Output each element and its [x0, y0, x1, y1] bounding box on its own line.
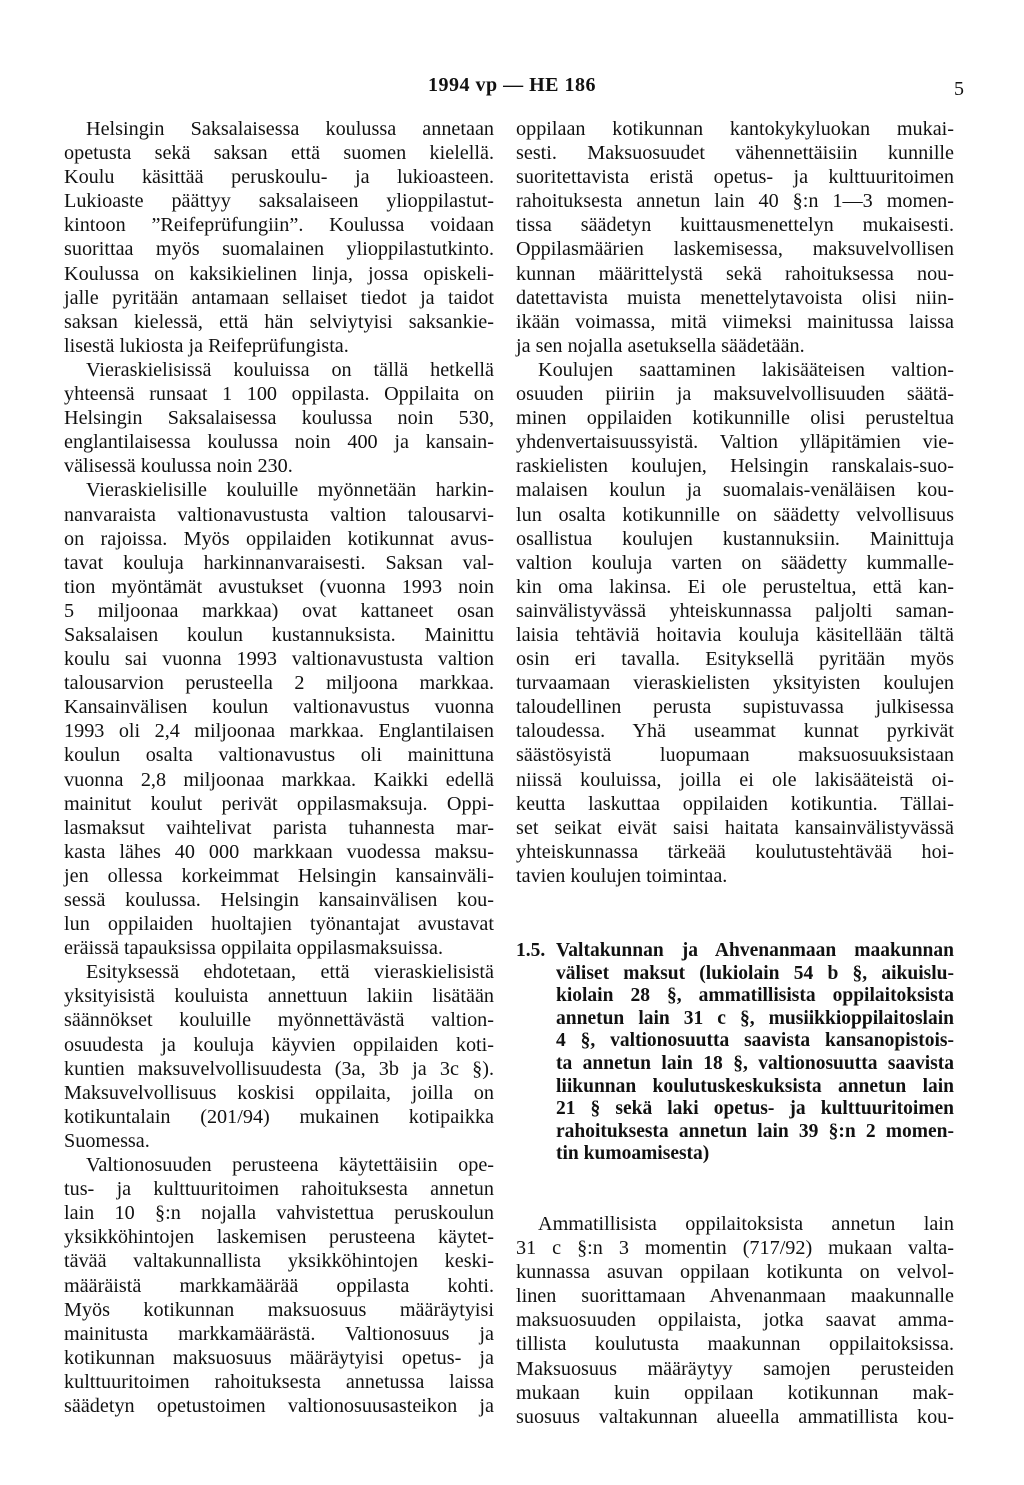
text-line: valtion kouluja varten on säädetty kummalle-: [516, 551, 954, 574]
text-line: eräissä tapauksissa oppilaita oppilasmaksuissa.: [64, 937, 443, 960]
text-line: säännökset kouluille myönnettävästä valtion-: [64, 1009, 494, 1032]
text-line: Oppilasmäärien laskemisessa, maksuvelvollisen: [516, 238, 954, 261]
text-line: lain 10 §:n nojalla vahvistettua peruskoulun: [64, 1202, 494, 1225]
text-line: on rajoissa. Myös oppilaiden kotikunnat avus-: [64, 527, 494, 550]
text-line: mukaan kuin oppilaan kotikunnan mak-: [516, 1381, 954, 1404]
text-line: mainitusta markkamäärästä. Valtionosuus ja: [64, 1322, 494, 1345]
section-title-line: 4 §, valtionosuutta saavista kansanopistois-: [556, 1030, 954, 1052]
text-line: Koulu käsittää peruskoulu- ja lukioasteen.: [64, 166, 494, 189]
text-line: rahoituksesta annetun lain 40 §:n 1—3 momen-: [516, 190, 954, 213]
text-line: datettavista muista menettelytavoista olisi niin-: [516, 286, 954, 309]
text-line: kunnassa asuvan oppilaan kotikunta on velvol-: [516, 1261, 954, 1284]
text-line: määräistä markkamäärää oppilasta kohti.: [64, 1274, 494, 1297]
text-line: koulu sai vuonna 1993 valtionavustusta valtion: [64, 648, 494, 671]
text-line: osuudesta ja kouluja käyvien oppilaiden koti-: [64, 1033, 494, 1056]
text-line: lisestä lukiosta ja Reifeprüfungista.: [64, 334, 349, 357]
text-line: kotikunnan maksuosuus määräytyisi opetus- ja: [64, 1346, 494, 1369]
text-line: set seikat eivät saisi haitata kansainvälistyvässä: [516, 816, 954, 839]
text-line: Ammatillisista oppilaitoksista annetun lain: [538, 1212, 954, 1235]
text-line: Koulussa on kaksikielinen linja, jossa opiskeli-: [64, 262, 494, 285]
text-line: kasta lähes 40 000 markkaan vuodessa maksu-: [64, 840, 494, 863]
text-line: Saksalaisen koulun kustannuksista. Mainittu: [64, 623, 494, 646]
text-line: säädetyn opetustoimen valtionosuusasteikon ja: [64, 1394, 494, 1417]
text-line: ja sen nojalla asetuksella säädetään.: [516, 334, 805, 357]
text-line: sesti. Maksuosuudet vähennettäisiin kunnille: [516, 142, 954, 165]
text-line: osuuden piiriin ja maksuvelvollisuuden säätä-: [516, 383, 954, 406]
page-number: 5: [954, 78, 964, 100]
text-line: taloudessa. Yhä useammat kunnat pyrkivät: [516, 720, 954, 743]
text-line: minen oppilaiden kotikunnille olisi perusteltua: [516, 407, 954, 430]
text-line: Myös kotikunnan maksuosuus määräytyisi: [64, 1298, 494, 1321]
text-line: suosuus valtakunnan alueella ammatillista kou-: [516, 1405, 954, 1428]
section-title: [516, 940, 954, 1166]
text-line: 31 c §:n 3 momentin (717/92) mukaan valta-: [516, 1237, 954, 1260]
text-line: vuonna 2,8 miljoonaa markkaa. Kaikki edellä: [64, 768, 494, 791]
page-header: [0, 74, 1024, 104]
text-line: tissa säädetyn kuittausmenettelyn mukaisesti.: [516, 214, 954, 237]
text-line: tävää valtakunnallista yksikköhintojen keski-: [64, 1250, 494, 1273]
text-line: jen ollessa korkeimmat Helsingin kansainväli-: [64, 864, 494, 887]
text-line: Koulujen saattaminen lakisääteisen valtion-: [538, 358, 954, 381]
text-line: Kansainvälisen koulun valtionavustus vuonna: [64, 696, 494, 719]
text-line: tavat kouluja harkinnanvaraisesti. Saksan val-: [64, 551, 494, 574]
text-line: kintoon ”Reifeprüfungiin”. Koulussa voidaan: [64, 214, 494, 237]
text-line: Maksuvelvollisuus koskisi oppilaita, joilla on: [64, 1081, 494, 1104]
section-title-line: 21 § sekä laki opetus- ja kulttuuritoimen: [556, 1098, 954, 1120]
text-line: linen suorittamaan Ahvenanmaan maakunnalle: [516, 1285, 954, 1308]
running-title: 1994 vp — HE 186: [427, 74, 597, 96]
text-line: yksityisistä kouluista annettuun lakiin lisätään: [64, 985, 494, 1008]
section-title-line: Valtakunnan ja Ahvenanmaan maakunnan: [556, 940, 954, 961]
text-line: englantilaisessa koulussa noin 400 ja kansain-: [64, 431, 494, 454]
text-line: yhdenvertaisuussyistä. Valtion ylläpitämien vie-: [516, 431, 954, 454]
text-line: säästösyistä luopumaan maksuosuuksistaan: [516, 744, 954, 767]
text-line: maksuosuuden oppilaista, jotka saavat amma-: [516, 1309, 954, 1332]
text-line: Suomessa.: [64, 1129, 150, 1152]
section-title-line: liikunnan koulutuskeskuksista annetun lain: [556, 1075, 954, 1097]
text-line: niissä kouluissa, joilla ei ole lakisääteistä oi-: [516, 768, 954, 791]
text-line: oppilaan kotikunnan kantokykyluokan mukai-: [516, 118, 954, 140]
text-line: Valtionosuuden perusteena käytettäisiin ope-: [86, 1154, 494, 1177]
section-heading: [516, 940, 954, 1166]
section-number: 1.5.: [516, 940, 546, 961]
text-line: tus- ja kulttuuritoimen rahoituksesta annetun: [64, 1178, 494, 1201]
text-line: yksikköhintojen laskemisen perusteena käytet-: [64, 1226, 494, 1249]
text-line: lun oppilaiden huoltajien työnantajat avustavat: [64, 913, 494, 936]
text-line: välisessä koulussa noin 230.: [64, 455, 293, 478]
text-line: turvaamaan vieraskielisten yksityisten koulujen: [516, 672, 954, 695]
text-line: kotikuntalain (201/94) mukainen kotipaikka: [64, 1105, 494, 1128]
text-line: Helsingin Saksalaisessa koulussa annetaan: [86, 118, 494, 140]
text-line: Esityksessä ehdotetaan, että vieraskielisistä: [86, 961, 494, 984]
text-line: suorittaa myös suomalainen ylioppilastutkinto.: [64, 238, 494, 261]
text-line: sessä koulussa. Helsingin kansainvälisen kou-: [64, 889, 494, 911]
text-line: Maksuosuus määräytyy samojen perusteiden: [516, 1357, 954, 1380]
right-column-text-top: [516, 117, 954, 888]
text-line: Vieraskielisille kouluille myönnetään harkin-: [86, 479, 494, 502]
text-line: opetusta sekä saksan että suomen kielellä.: [64, 142, 494, 165]
right-column-text-bottom: [516, 1212, 954, 1429]
text-line: raskielisten koulujen, Helsingin ranskalais-suo-: [516, 455, 954, 478]
text-line: osallistua koulujen kustannuksiin. Mainittuja: [516, 527, 954, 550]
text-line: talousarvion perusteella 2 miljoona markkaa.: [64, 672, 494, 695]
text-line: Vieraskielisissä kouluissa on tällä hetkellä: [86, 358, 494, 381]
section-title-line: kiolain 28 §, ammatillisista oppilaitoksista: [556, 985, 954, 1007]
text-line: 1993 oli 2,4 miljoonaa markkaa. Englantilaisen: [64, 720, 494, 743]
section-title-line: ta annetun lain 18 §, valtionosuutta saavista: [556, 1052, 954, 1074]
section-title-line: rahoituksesta annetun lain 39 §:n 2 momen-: [556, 1120, 954, 1142]
text-line: jalle pyritään antamaan sellaiset tiedot ja taidot: [64, 286, 494, 309]
text-line: kunnan määrittelystä sekä rahoituksessa nou-: [516, 262, 954, 285]
text-line: kulttuuritoimen rahoituksesta annetussa laissa: [64, 1370, 494, 1393]
text-line: kuntien maksuvelvollisuudesta (3a, 3b ja 3c §).: [64, 1057, 494, 1080]
text-line: koulun osalta valtionavustus oli mainittuna: [64, 744, 494, 767]
text-line: lasmaksut vaihtelivat parista tuhannesta mar-: [64, 816, 494, 839]
text-line: malaisen koulun ja suomalais-venäläisen kou-: [516, 479, 954, 502]
text-line: Helsingin Saksalaisessa koulussa noin 530,: [64, 407, 494, 430]
text-line: yhteiskunnassa tärkeää koulutustehtävää hoi-: [516, 840, 954, 863]
text-line: ikään voimassa, mitä viimeksi mainitussa laissa: [516, 310, 954, 333]
text-line: nanvaraista valtionavustusta valtion talousarvi-: [64, 503, 494, 526]
text-line: osin eri tavalla. Esityksellä pyritään myös: [516, 648, 954, 671]
text-line: tavien koulujen toimintaa.: [516, 864, 728, 887]
text-line: sainvälistyvässä yhteiskunnassa paljolti saman-: [516, 599, 954, 622]
text-line: tillista koulutusta maakunnan oppilaitoksissa.: [516, 1333, 954, 1356]
section-title-line: väliset maksut (lukiolain 54 b §, aikuislu-: [556, 962, 954, 984]
text-line: keutta laskuttaa oppilaiden kotikuntia. Tällai-: [516, 792, 954, 815]
text-line: saksan kielessä, että hän selviytyisi saksankie-: [64, 310, 494, 333]
right-column: [516, 117, 954, 1429]
text-line: mainitut koulut perivät oppilasmaksuja. Oppi-: [64, 792, 494, 815]
text-line: yhteensä runsaat 1 100 oppilasta. Oppilaita on: [64, 383, 494, 406]
text-line: kin oma lakinsa. Ei ole perusteltua, että kan-: [516, 575, 954, 598]
text-line: tion myöntämät avustukset (vuonna 1993 noin: [64, 575, 494, 598]
section-title-line: annetun lain 31 c §, musiikkioppilaitoslain: [556, 1007, 954, 1029]
text-line: taloudellinen perusta supistuvassa julkisessa: [516, 696, 954, 719]
text-line: lun osalta kotikunnille on säädetty velvollisuus: [516, 503, 954, 526]
section-title-line: tin kumoamisesta): [556, 1143, 710, 1165]
text-line: suoritettavista eristä opetus- ja kulttuuritoimen: [516, 166, 954, 189]
text-line: Lukioaste päättyy saksalaiseen ylioppilastut-: [64, 190, 494, 213]
left-column: [64, 117, 494, 1418]
text-line: laisia tehtäviä hoitavia kouluja käsitellään tältä: [516, 623, 954, 646]
text-line: 5 miljoonaa markkaa) ovat kattaneet osan: [64, 599, 494, 622]
